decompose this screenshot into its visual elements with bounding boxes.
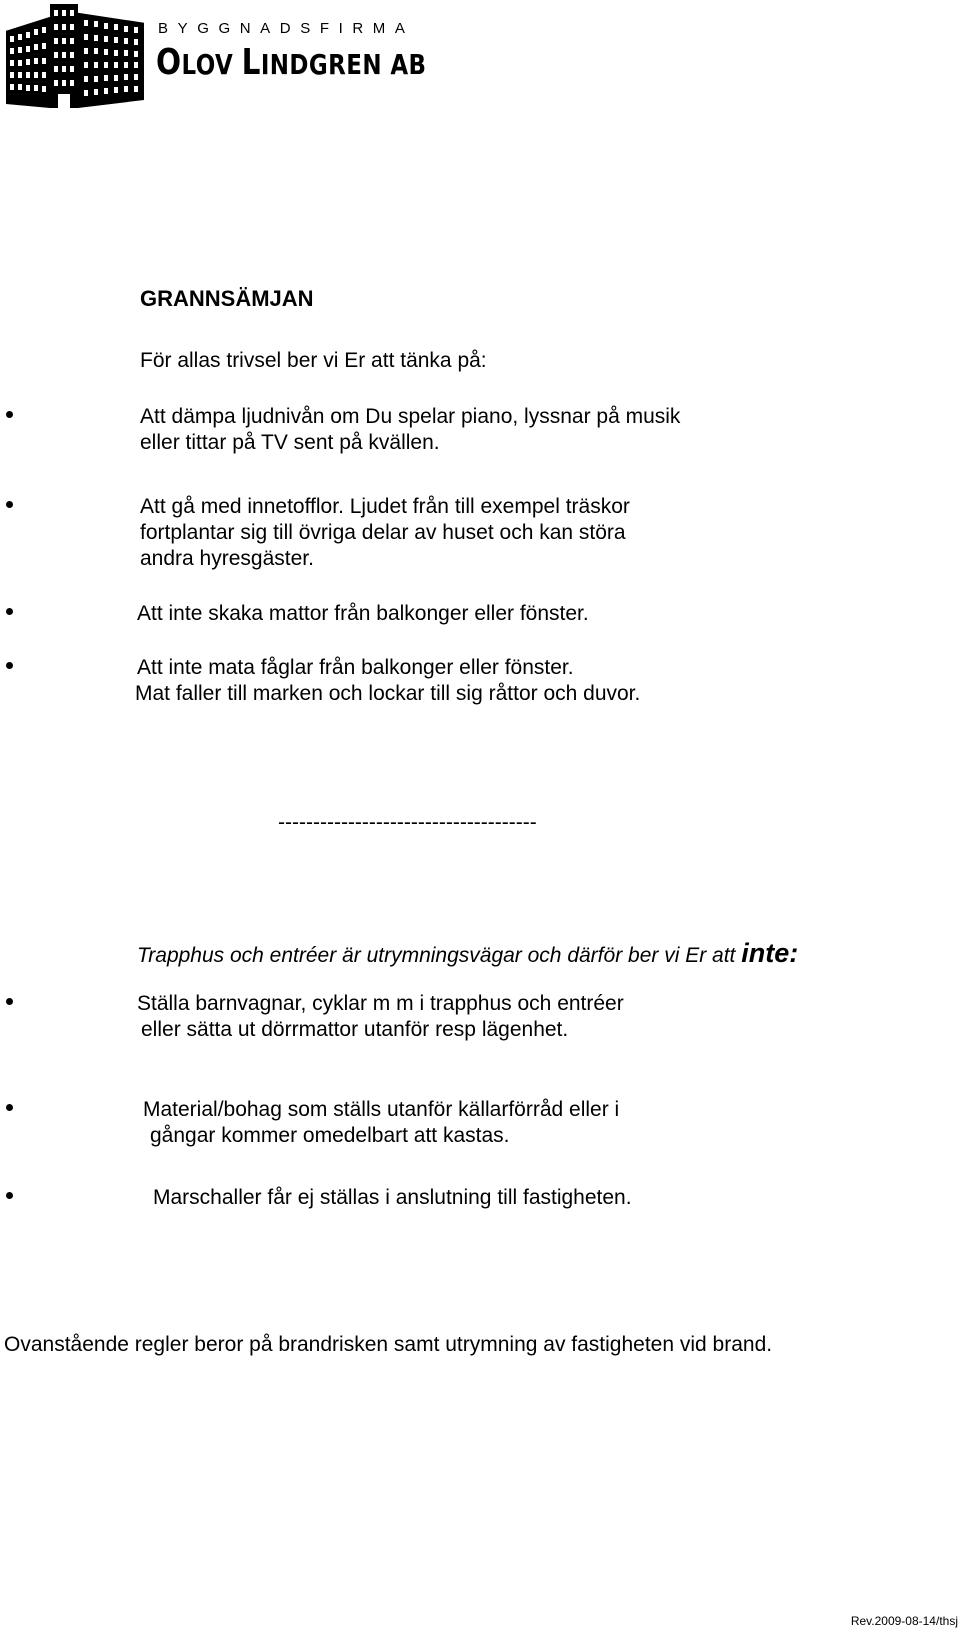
list-item-continued: eller sätta ut dörrmattor utanför resp lägenhet. bbox=[141, 1018, 569, 1041]
revision-label: Rev.2009-08-14/thsj bbox=[850, 1614, 958, 1628]
firm-name-l: L bbox=[241, 42, 261, 83]
list-item: Att inte skaka mattor från balkonger eller fönster. bbox=[137, 602, 589, 625]
list-item: Att gå med innetofflor. Ljudet från till exempel träskor bbox=[140, 495, 630, 518]
separator: ------------------------------------- bbox=[278, 811, 537, 834]
firm-name-indgren: INDGREN AB bbox=[260, 48, 427, 81]
warning-text bbox=[137, 940, 798, 969]
warning-sentence: Trapphus och entréer är utrymningsvägar och därför ber vi Er att bbox=[137, 944, 742, 967]
list-item: Material/bohag som ställs utanför källarförråd eller i bbox=[143, 1098, 620, 1121]
bullet-icon bbox=[6, 1192, 13, 1199]
page-title: GRANNSÄMJAN bbox=[140, 286, 314, 311]
list-item-continued: gångar kommer omedelbart att kastas. bbox=[150, 1124, 510, 1147]
list-item-continued: eller tittar på TV sent på kvällen. bbox=[140, 431, 440, 454]
list-item-continued: andra hyresgäster. bbox=[140, 547, 314, 570]
list-item: Att dämpa ljudnivån om Du spelar piano, lyssnar på musik bbox=[140, 405, 681, 428]
bullet-icon bbox=[6, 998, 13, 1005]
building-logo bbox=[4, 0, 149, 112]
intro-text: För allas trivsel ber vi Er att tänka på: bbox=[140, 349, 487, 372]
warning-emphasis: inte: bbox=[741, 938, 799, 968]
list-item-continued: Mat faller till marken och lockar till sig råttor och duvor. bbox=[135, 682, 641, 705]
firm-name bbox=[156, 42, 426, 83]
bullet-icon bbox=[6, 608, 13, 615]
list-item: Marschaller får ej ställas i anslutning till fastigheten. bbox=[153, 1186, 632, 1209]
footer-note: Ovanstående regler beror på brandrisken samt utrymning av fastigheten vid brand. bbox=[4, 1333, 773, 1356]
bullet-icon bbox=[6, 411, 13, 418]
firm-subtitle: BYGGNADSFIRMA bbox=[158, 20, 415, 37]
bullet-icon bbox=[6, 1104, 13, 1111]
firm-name-o: O bbox=[156, 42, 182, 83]
bullet-icon bbox=[6, 662, 13, 669]
list-item-continued: fortplantar sig till övriga delar av huset och kan störa bbox=[140, 521, 626, 544]
firm-name-lov: LOV bbox=[181, 48, 242, 81]
list-item: Att inte mata fåglar från balkonger eller fönster. bbox=[137, 656, 574, 679]
bullet-icon bbox=[6, 501, 13, 508]
list-item: Ställa barnvagnar, cyklar m m i trapphus och entréer bbox=[137, 992, 624, 1015]
